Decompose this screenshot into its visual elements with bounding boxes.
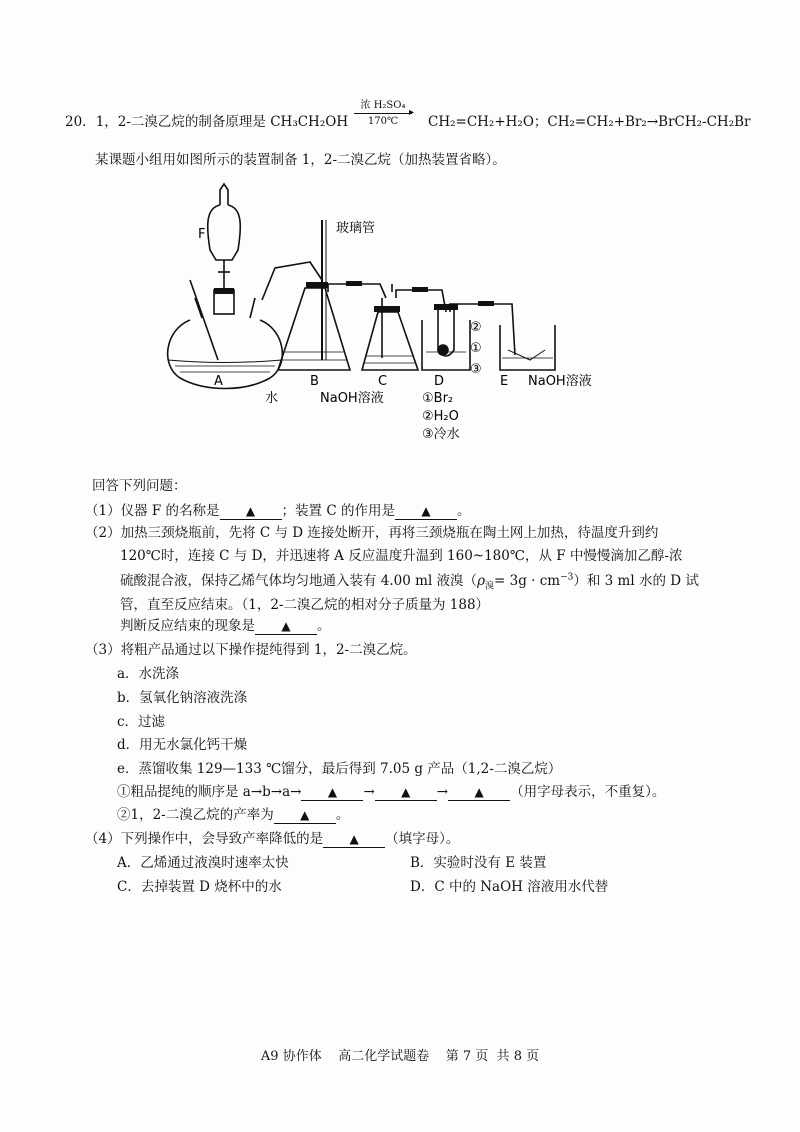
q3-sub1-end: （用字母表示，不重复）。 [510,784,666,800]
triangle-icon: ▲ [474,785,484,799]
q3-sub2-end: 。 [335,807,350,823]
q2-line4: 管，直至反应结束。（1，2-二溴乙烷的相对分子质量为 188） [120,597,490,613]
q3-sub2 [117,803,349,824]
q3-title: （3）将粗产品通过以下操作提纯得到 1，2-二溴乙烷。 [85,642,417,658]
q1-mid: ；装置 C 的作用是 [281,503,395,519]
intro-products: CH₂=CH₂+H₂O；CH₂=CH₂+Br₂→BrCH₂-CH₂Br [428,114,751,130]
answer-blank[interactable] [301,784,363,801]
q3-sub1-prefix: ①粗品提纯的顺序是 a→b→a→ [117,784,302,800]
q3-arrow: → [363,784,375,800]
q2-line1: （2）加热三颈烧瓶前，先将 C 与 D 连接处断开，再将三颈烧瓶在陶土网上加热，待温度升到约 [85,525,659,541]
answer-blank[interactable] [323,831,385,848]
q2-line3b: ）和 3 ml 水的 D 试 [573,573,699,589]
q2-line3a: 硫酸混合液，保持乙烯气体均匀地通入装有 4.00 ml 液溴（ [120,573,478,589]
legend-item: ②H₂O [422,409,459,424]
rho-subscript: 溴 [485,581,495,592]
answer-blank[interactable] [375,784,437,801]
label-c: C [378,374,388,389]
label-naoh-c: NaOH溶液 [320,391,384,406]
flask-b [278,288,350,370]
q4-prefix: （4）下列操作中，会导致产率降低的是 [85,831,324,847]
arrow-top-label: 浓 H₂SO₄ [360,100,406,111]
legend-item: ①Br₂ [422,391,454,406]
q2-line3 [120,569,699,592]
question-number: 20． [65,114,96,130]
apparatus-diagram [150,180,620,445]
intro-line2: 某课题小组用如图所示的装置制备 1，2-二溴乙烷（加热装置省略）。 [95,152,506,168]
triangle-icon: ▲ [401,785,411,799]
label-circle-1: ① [470,341,482,356]
triangle-icon: ▲ [245,504,256,518]
label-circle-2: ② [470,320,482,335]
answer-blank[interactable] [395,503,457,520]
label-e: E [500,374,509,389]
question-header [65,110,348,130]
q3-option: a．水洗涤 [117,666,180,682]
intro-prefix: 1，2-二溴乙烷的制备原理是 CH₃CH₂OH [95,114,349,130]
q2-line2: 120℃时，连接 C 与 D，并迅速将 A 反应温度升温到 160~180℃，从 F 中慢慢滴加乙醇-浓 [120,548,683,564]
label-water: 水 [265,391,279,406]
q1-prefix: （1）仪器 F 的名称是 [85,503,220,519]
answer-blank[interactable] [448,784,510,801]
beaker-d [422,320,470,370]
rho-symbol: ρ [477,573,485,589]
arrow-bottom-label: 170℃ [367,116,399,127]
q4-option-d: D．C 中的 NaOH 溶液用水代替 [410,879,609,895]
label-b: B [310,374,319,389]
q2-line5-end: 。 [317,618,331,634]
triangle-icon: ▲ [327,785,338,799]
rho-exponent: −3 [560,572,574,583]
label-circle-3: ③ [470,362,482,377]
q4-line [85,827,459,848]
flask-a [168,320,283,389]
answer-blank[interactable] [274,807,336,824]
q1-line [85,499,470,520]
rho-value: = 3g · cm [494,573,561,589]
q3-arrow: → [436,784,449,800]
triangle-icon: ▲ [281,619,291,633]
triangle-icon: ▲ [349,832,359,846]
q4-option-b: B．实验时没有 E 装置 [410,855,547,871]
q4-option-c: C．去掉装置 D 烧杯中的水 [117,879,282,895]
flask-c [362,312,418,370]
beaker-e [500,325,555,370]
answer-blank[interactable] [255,618,317,635]
arrow-line: ▸ [354,113,412,114]
q3-option: e．蒸馏收集 129—133 ℃馏分，最后得到 7.05 g 产品（1,2-二溴乙烷） [117,761,562,777]
q3-option: d．用无水氯化钙干燥 [117,737,248,753]
reaction-arrow [354,100,412,128]
label-a: A [214,374,223,389]
q4-end: （填字母）。 [385,831,460,847]
label-d: D [434,374,445,389]
label-naoh-e: NaOH溶液 [528,374,592,389]
q3-sub2-prefix: ②1，2-二溴乙烷的产率为 [117,807,274,823]
triangle-icon: ▲ [421,504,431,518]
q3-option: c．过滤 [117,714,166,730]
label-f: F [198,227,206,242]
funnel-f [208,184,241,260]
q2-line5-text: 判断反应结束的现象是 [120,618,255,634]
q3-option: b．氢氧化钠溶液洗涤 [117,690,248,706]
answer-intro: 回答下列问题： [92,478,187,494]
triangle-icon: ▲ [300,808,310,822]
answer-blank[interactable] [220,503,282,520]
q3-sub1 [117,780,665,801]
page-footer: A9 协作体 高二化学试题卷 第 7 页 共 8 页 [260,1049,540,1064]
q4-option-a: A．乙烯通过液溴时速率太快 [117,855,289,871]
label-glass-tube: 玻璃管 [336,221,376,236]
q2-line5 [120,614,331,635]
q1-end: 。 [456,503,471,519]
legend-item: ③冷水 [422,427,460,442]
